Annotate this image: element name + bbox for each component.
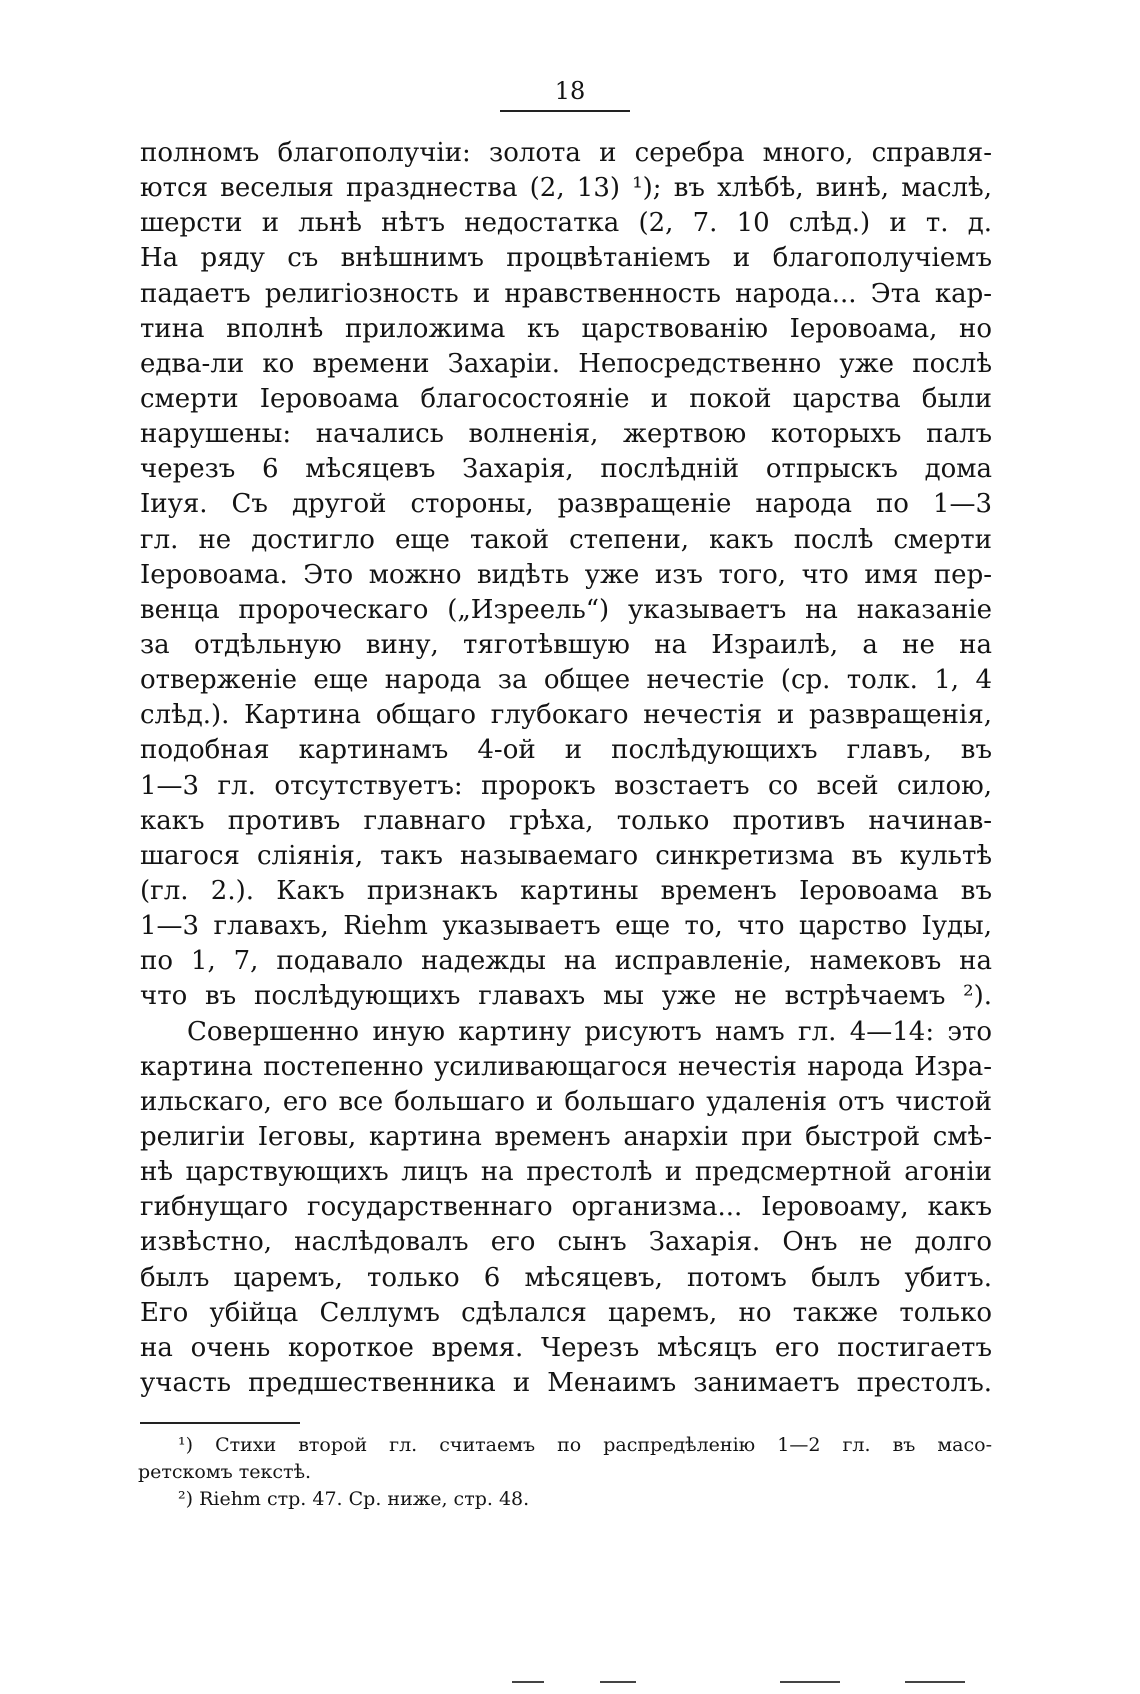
edge-mark	[780, 1681, 840, 1683]
footnotes	[138, 1432, 992, 1513]
text-line: нѣ царствующихъ лицъ на престолѣ и предсмертной агоніи	[140, 1157, 992, 1188]
text-line: шагося сліянія, такъ называемаго синкретизма въ культѣ	[140, 840, 992, 871]
text-line: венца пророческаго („Изреель“) указываетъ на наказаніе	[140, 594, 992, 625]
paragraph-start-line: Совершенно иную картину рисуютъ намъ гл. 4—14: это	[187, 1016, 992, 1047]
text-line: гибнущаго государственнаго организма... Іеровоаму, какъ	[140, 1192, 992, 1223]
text-line: подобная картинамъ 4-ой и послѣдующихъ главъ, въ	[140, 735, 992, 766]
bottom-edge-marks	[0, 1681, 1140, 1685]
footnote-rule	[140, 1422, 300, 1424]
text-line: Его убійца Селлумъ сдѣлался царемъ, но также только	[140, 1297, 992, 1328]
page-number-rule	[500, 110, 630, 112]
text-line: полномъ благополучіи: золота и серебра много, справля-	[140, 138, 992, 168]
text-line: ются веселыя празднества (2, 13) ¹); въ хлѣбѣ, винѣ, маслѣ,	[140, 173, 992, 204]
text-line: отверженіе еще народа за общее нечестіе (ср. толк. 1, 4	[140, 665, 992, 696]
text-line: нарушены: начались волненія, жертвою которыхъ палъ	[140, 419, 992, 450]
text-line: на очень короткое время. Черезъ мѣсяцъ его постигаетъ	[140, 1332, 992, 1363]
text-line: что въ послѣдующихъ главахъ мы уже не встрѣчаемъ ²).	[140, 981, 992, 1012]
text-line: шерсти и льнѣ нѣтъ недостатка (2, 7. 10 слѣд.) и т. д.	[140, 208, 992, 239]
edge-mark	[905, 1681, 965, 1683]
footnote-1: ¹) Стихи второй гл. считаемъ по распредѣленію 1—2 гл. въ масо-	[178, 1434, 992, 1456]
text-line: извѣстно, наслѣдовалъ его сынъ Захарія. Онъ не долго	[140, 1227, 992, 1258]
text-line: картина постепенно усиливающагося нечестія народа Изра-	[140, 1051, 992, 1082]
body-text	[140, 136, 992, 1401]
text-line: тина вполнѣ приложима къ царствованію Іеровоама, но	[140, 313, 992, 344]
text-line: за отдѣльную вину, тяготѣвшую на Израилѣ, а не на	[140, 629, 992, 660]
text-line: религіи Іеговы, картина временъ анархіи при быстрой смѣ-	[140, 1121, 992, 1152]
page-number: 18	[554, 77, 586, 105]
edge-mark	[600, 1681, 636, 1683]
text-line: ильскаго, его все большаго и большаго удаленія отъ чистой	[140, 1086, 992, 1117]
edge-mark	[512, 1681, 544, 1683]
text-line: участь предшественника и Менаимъ занимаетъ престолъ.	[140, 1367, 992, 1398]
text-line: (гл. 2.). Какъ признакъ картины временъ Іеровоама въ	[140, 875, 992, 906]
text-line: Іеровоама. Это можно видѣть уже изъ того, что имя пер-	[140, 559, 992, 590]
text-line: падаетъ религіозность и нравственность народа... Эта кар-	[140, 278, 992, 309]
text-line: какъ противъ главнаго грѣха, только противъ начинав-	[140, 805, 992, 836]
text-line: 1—3 гл. отсутствуетъ: пророкъ возстаетъ со всей силою,	[140, 770, 992, 801]
text-line: черезъ 6 мѣсяцевъ Захарія, послѣдній отпрыскъ дома	[140, 454, 992, 485]
text-line: гл. не достигло еще такой степени, какъ послѣ смерти	[140, 524, 992, 555]
text-line: былъ царемъ, только 6 мѣсяцевъ, потомъ былъ убитъ.	[140, 1262, 992, 1293]
text-line: слѣд.). Картина общаго глубокаго нечестія и развращенія,	[140, 700, 992, 731]
text-line: по 1, 7, подавало надежды на исправленіе, намековъ на	[140, 946, 992, 977]
text-line: Іиуя. Съ другой стороны, развращеніе народа по 1—3	[140, 489, 992, 520]
text-line: На ряду съ внѣшнимъ процвѣтаніемъ и благополучіемъ	[140, 243, 992, 274]
footnote-1-continuation: ретскомъ текстѣ.	[138, 1461, 312, 1483]
text-line: 1—3 главахъ, Riehm указываетъ еще то, что царство Іуды,	[140, 911, 992, 942]
text-line: едва-ли ко времени Захаріи. Непосредственно уже послѣ	[140, 348, 992, 379]
footnote-2: ²) Riehm стр. 47. Ср. ниже, стр. 48.	[178, 1488, 530, 1510]
text-line: смерти Іеровоама благосостояніе и покой царства были	[140, 383, 992, 414]
